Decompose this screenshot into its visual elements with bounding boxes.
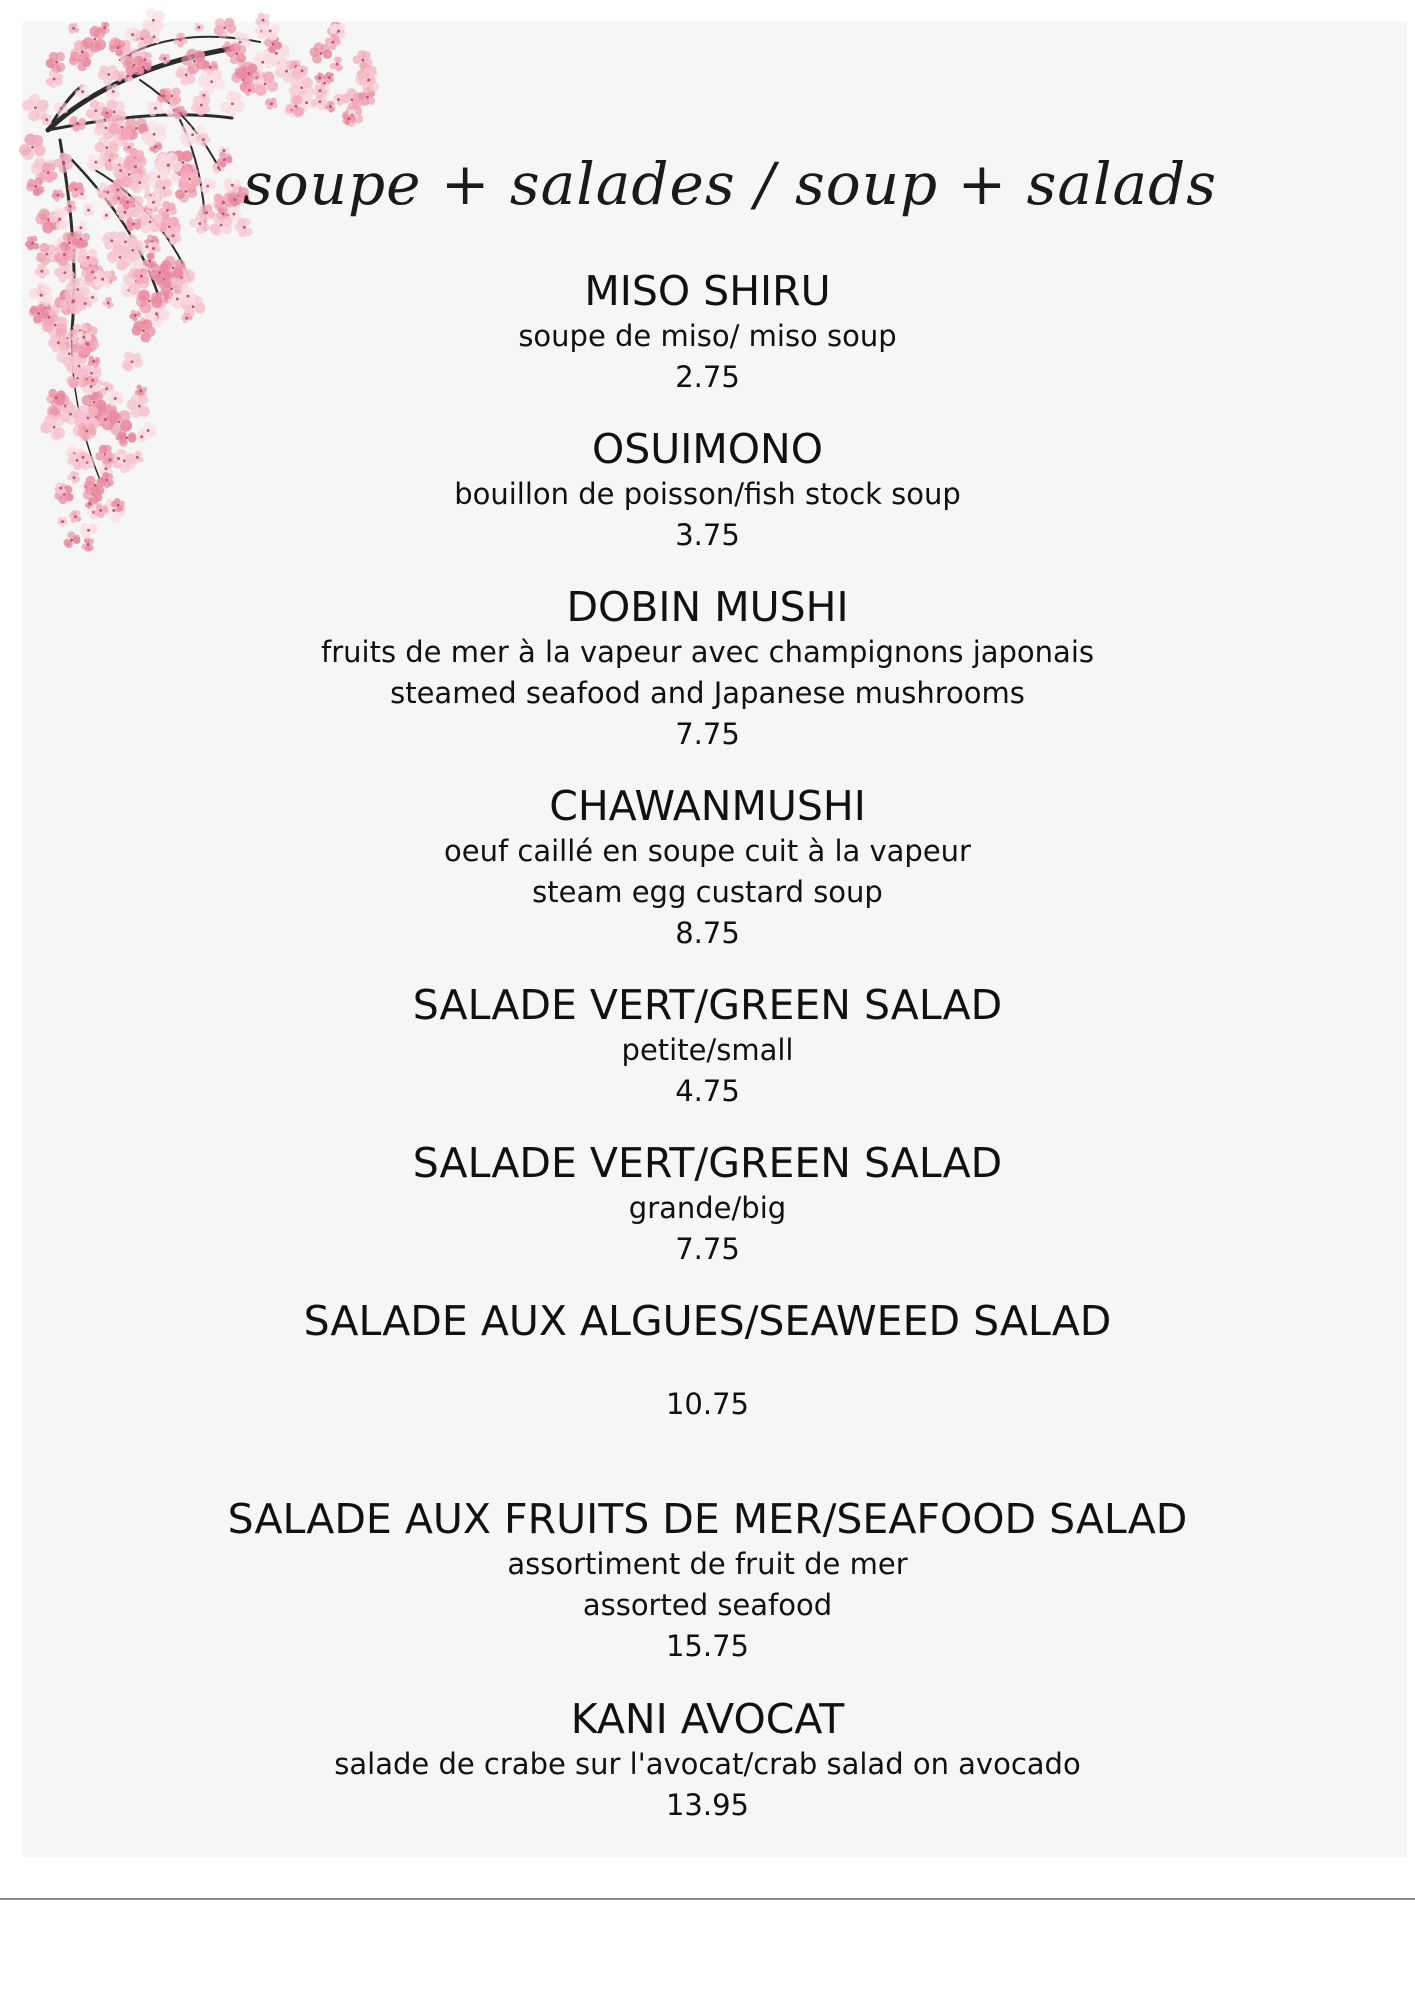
- blossom-flower: [82, 204, 94, 217]
- blossom-flower: [173, 33, 188, 48]
- blossom-flower: [200, 178, 217, 194]
- item-name: MISO SHIRU: [584, 267, 831, 315]
- blossom-flower: [164, 228, 181, 245]
- item-price: 10.75: [665, 1387, 750, 1421]
- item-description: bouillon de poisson/fish stock soup: [454, 477, 961, 511]
- item-description-en: steam egg custard soup: [532, 875, 883, 909]
- blossom-flower: [265, 98, 278, 110]
- item-description: petite/small: [621, 1033, 794, 1067]
- menu-item: [0, 1694, 1415, 1825]
- blossom-flower: [69, 116, 86, 132]
- menu-item: [0, 980, 1415, 1111]
- blossom-flower: [189, 213, 209, 234]
- blossom-flower: [68, 23, 80, 34]
- item-description-fr: assortiment de fruit de mer: [507, 1547, 908, 1581]
- menu-item: [0, 582, 1415, 754]
- blossom-flower: [214, 18, 237, 39]
- item-description: grande/big: [628, 1191, 787, 1225]
- item-price: 3.75: [675, 518, 740, 552]
- blossom-flower: [125, 217, 141, 231]
- blossom-flower: [19, 134, 46, 161]
- menu-list: [0, 266, 1415, 1825]
- item-description: soupe de miso/ miso soup: [518, 319, 897, 353]
- item-price: 2.75: [675, 360, 740, 394]
- blossom-flower: [130, 173, 151, 194]
- blossom-flower: [220, 91, 245, 117]
- page-title: soupe + salades / soup + salads: [242, 150, 1218, 218]
- blossom-flower: [330, 56, 343, 71]
- blossom-flower: [123, 142, 135, 154]
- item-name: SALADE VERT/GREEN SALAD: [412, 1139, 1003, 1187]
- item-description-fr: fruits de mer à la vapeur avec champignons japonais: [321, 635, 1094, 669]
- blossom-flower: [25, 236, 39, 251]
- item-price: 13.95: [665, 1788, 750, 1822]
- item-price: 15.75: [665, 1629, 750, 1663]
- item-price: 4.75: [675, 1074, 740, 1108]
- blossom-flower: [26, 177, 44, 196]
- menu-item: [0, 1138, 1415, 1269]
- blossom-flower: [157, 89, 171, 103]
- blossom-flower: [106, 84, 121, 100]
- menu-item: [0, 781, 1415, 953]
- item-name: KANI AVOCAT: [570, 1695, 845, 1743]
- blossom-flower: [75, 84, 90, 99]
- blossom-flower: [234, 218, 252, 238]
- item-price: 7.75: [675, 717, 740, 751]
- blossom-flower: [154, 179, 172, 199]
- blossom-flower: [103, 187, 113, 198]
- item-description-en: steamed seafood and Japanese mushrooms: [390, 676, 1025, 710]
- menu-item: [0, 424, 1415, 555]
- menu-item: [0, 266, 1415, 397]
- blossom-flower: [146, 195, 160, 209]
- item-name: CHAWANMUSHI: [549, 782, 866, 830]
- blossom-flower: [22, 94, 48, 121]
- blossom-flower: [142, 8, 165, 33]
- item-description: salade de crabe sur l'avocat/crab salad on avocado: [334, 1747, 1081, 1781]
- blossom-flower: [261, 23, 280, 41]
- blossom-flower: [101, 210, 111, 220]
- menu-item: [0, 1296, 1415, 1424]
- blossom-flower: [191, 96, 210, 116]
- item-price: 7.75: [675, 1232, 740, 1266]
- blossom-flower: [46, 70, 63, 88]
- item-price: 8.75: [675, 916, 740, 950]
- blossom-flower: [52, 189, 65, 202]
- item-description-fr: oeuf caillé en soupe cuit à la vapeur: [444, 834, 971, 868]
- item-name: SALADE VERT/GREEN SALAD: [412, 981, 1003, 1029]
- item-name: SALADE AUX ALGUES/SEAWEED SALAD: [303, 1297, 1112, 1345]
- item-description-en: assorted seafood: [582, 1588, 833, 1622]
- blossom-flower: [102, 231, 121, 250]
- item-name: DOBIN MUSHI: [566, 583, 849, 631]
- menu-item: [0, 1494, 1415, 1666]
- page-bottom-rule: [0, 1898, 1415, 1900]
- item-name: SALADE AUX FRUITS DE MER/SEAFOOD SALAD: [227, 1495, 1188, 1543]
- item-name: OSUIMONO: [592, 425, 823, 473]
- blossom-flower: [173, 106, 187, 119]
- blossom-flower: [310, 42, 333, 63]
- blossom-flower: [159, 53, 170, 64]
- blossom-flower: [194, 23, 204, 33]
- blossom-flower: [53, 153, 73, 174]
- blossom-flower: [46, 52, 66, 74]
